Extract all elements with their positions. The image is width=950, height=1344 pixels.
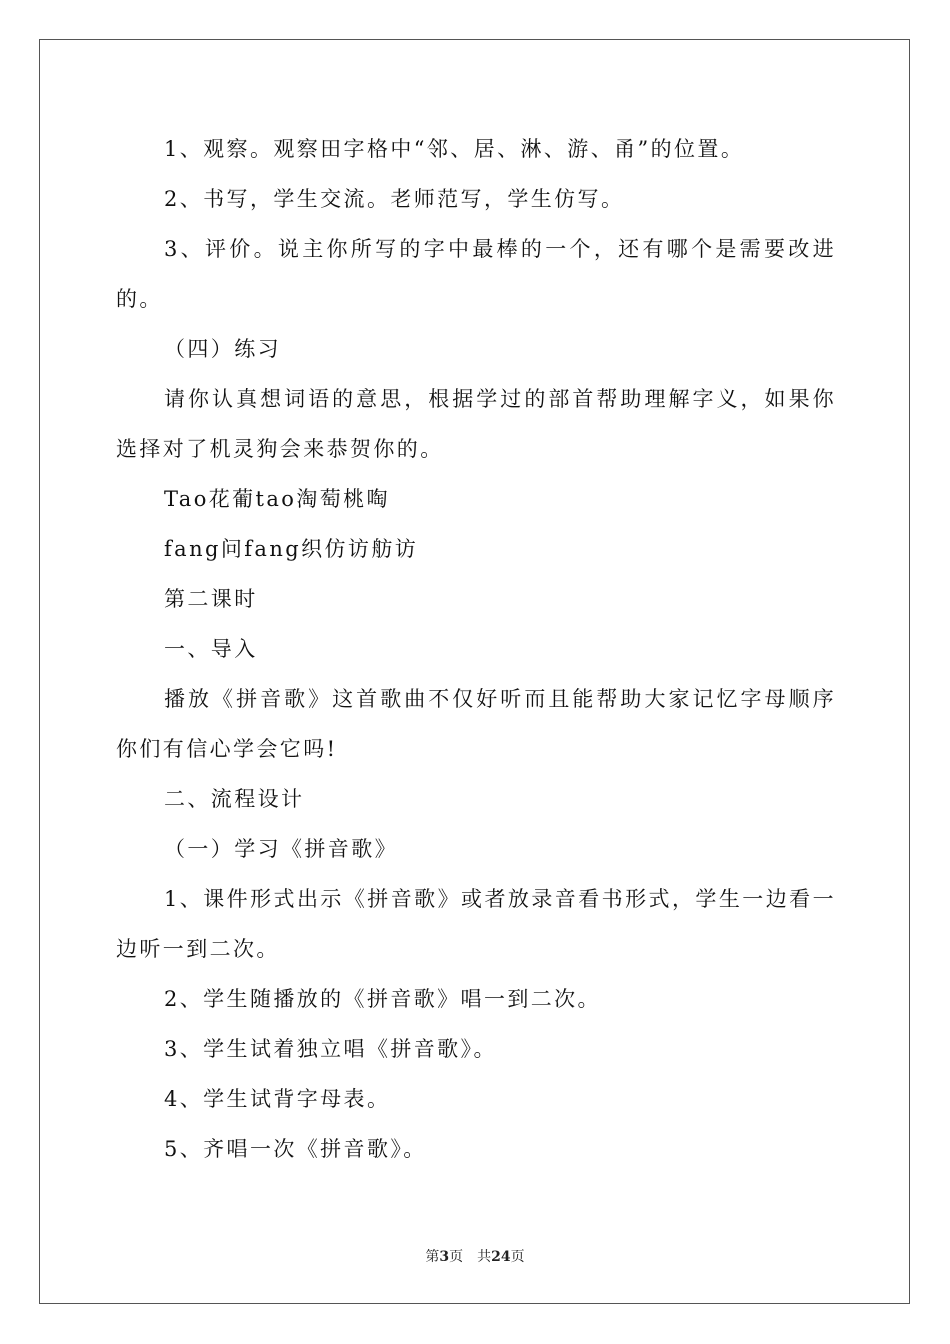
paragraph-10: 播放《拼音歌》这首歌曲不仅好听而且能帮助大家记忆字母顺序你们有信心学会它吗! (116, 687, 836, 761)
paragraph-7: fang问fang织仿访舫访 (164, 537, 419, 561)
paragraph-3: 3、评价。说主你所写的字中最棒的一个，还有哪个是需要改进的。 (116, 237, 836, 311)
paragraph-12: （一）学习《拼音歌》 (164, 837, 398, 861)
paragraph-14: 2、学生随播放的《拼音歌》唱一到二次。 (164, 987, 601, 1011)
paragraph-6: Tao花葡tao淘萄桃啕 (164, 487, 390, 511)
page-footer (0, 1246, 950, 1266)
paragraph-2: 2、书写，学生交流。老师范写，学生仿写。 (164, 187, 625, 211)
paragraph-5: 请你认真想词语的意思，根据学过的部首帮助理解字义，如果你选择对了机灵狗会来恭贺你的。 (116, 387, 836, 461)
paragraph-8: 第二课时 (164, 587, 258, 611)
paragraph-9: 一、导入 (164, 637, 258, 661)
footer-page-number: 3 (439, 1249, 450, 1265)
footer-prefix: 第 (425, 1249, 440, 1265)
paragraph-4: （四）练习 (164, 337, 281, 361)
paragraph-16: 4、学生试背字母表。 (164, 1087, 391, 1111)
footer-mid: 页 共 (449, 1249, 492, 1265)
document-body (116, 124, 836, 1174)
paragraph-15: 3、学生试着独立唱《拼音歌》。 (164, 1037, 497, 1061)
paragraph-17: 5、齐唱一次《拼音歌》。 (164, 1137, 427, 1161)
footer-total-pages: 24 (491, 1249, 511, 1265)
paragraph-1: 1、观察。观察田字格中“邻、居、淋、游、甬”的位置。 (164, 137, 745, 161)
footer-suffix: 页 (510, 1249, 525, 1265)
paragraph-11: 二、流程设计 (164, 787, 305, 811)
paragraph-13: 1、课件形式出示《拼音歌》或者放录音看书形式，学生一边看一边听一到二次。 (116, 887, 836, 961)
